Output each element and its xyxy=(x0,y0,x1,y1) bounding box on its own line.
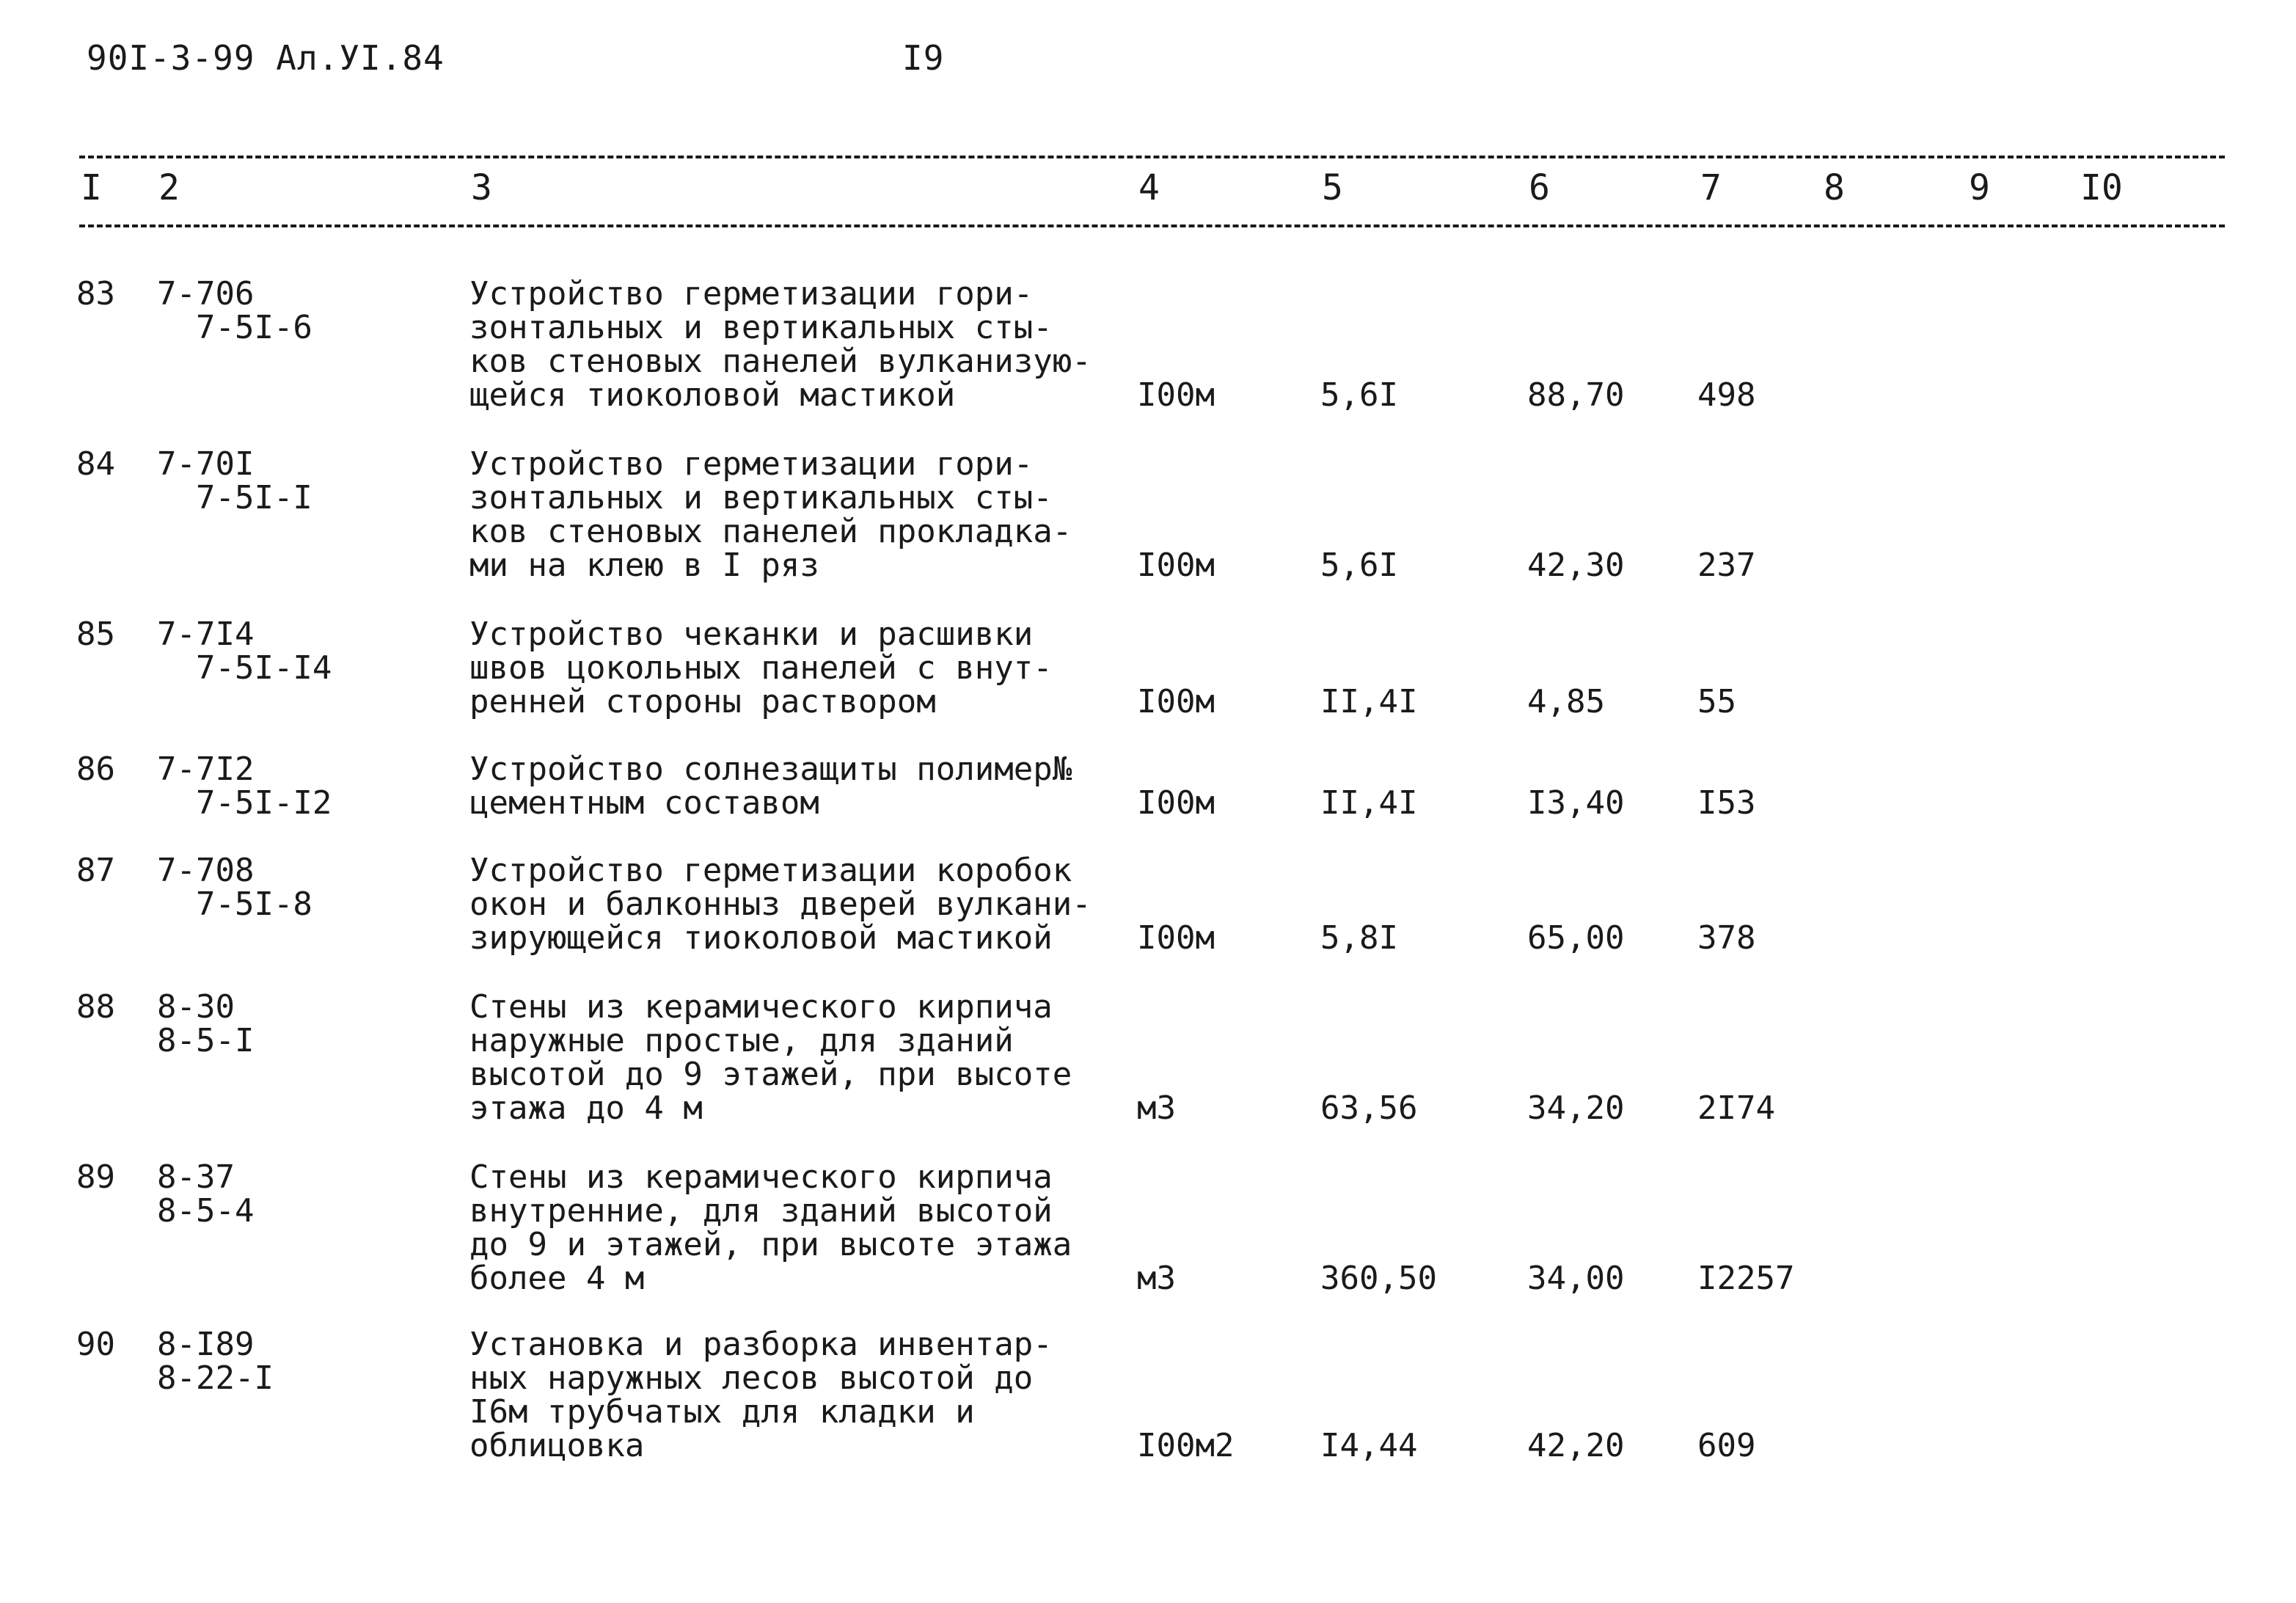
unit: м3 xyxy=(1137,1260,1176,1297)
unit: I00м xyxy=(1137,919,1215,957)
unit-price: 34,20 xyxy=(1527,1089,1625,1127)
total-cost: 609 xyxy=(1697,1427,1756,1464)
quantity: 63,56 xyxy=(1320,1089,1418,1127)
work-description: Устройство чеканки и расшивки швов цокольных панелей с внут- ренней стороны раствором xyxy=(469,616,1053,720)
rate-code: 8-30 8-5-I xyxy=(157,988,255,1059)
unit-price: 4,85 xyxy=(1527,683,1605,720)
total-cost: 498 xyxy=(1697,376,1756,414)
table-top-rule xyxy=(79,156,2225,158)
column-number: 2 xyxy=(158,167,180,208)
unit: I00м2 xyxy=(1137,1427,1235,1464)
column-number: 6 xyxy=(1529,167,1550,208)
work-description: Стены из керамического кирпича наружные простые, для зданий высотой до 9 этажей, при высоте этажа до 4 м xyxy=(469,988,1072,1127)
rate-code: 8-37 8-5-4 xyxy=(157,1158,255,1230)
unit-price: 42,20 xyxy=(1527,1427,1625,1464)
unit-price: I3,40 xyxy=(1527,784,1625,822)
document-code: 90I-3-99 Ал.УI.84 xyxy=(87,38,445,78)
page-number: I9 xyxy=(902,38,945,78)
work-description: Устройство герметизации гори- зонтальных и вертикальных сты- ков стеновых панелей прокладка- ми на клею в I ряз xyxy=(469,445,1072,584)
unit: I00м xyxy=(1137,376,1215,414)
work-description: Установка и разборка инвентар- ных наружных лесов высотой до I6м трубчатых для кладки и облицовка xyxy=(469,1326,1053,1464)
rate-code: 7-7I2 7-5I-I2 xyxy=(157,751,332,822)
row-number: 83 xyxy=(76,275,115,313)
column-number: 7 xyxy=(1700,167,1722,208)
column-number: 4 xyxy=(1138,167,1160,208)
rate-code: 7-70I 7-5I-I xyxy=(157,445,312,516)
work-description: Устройство солнезащиты полимер№ цементным составом xyxy=(469,751,1072,822)
column-number: 3 xyxy=(471,167,492,208)
unit-price: 42,30 xyxy=(1527,547,1625,584)
unit-price: 34,00 xyxy=(1527,1260,1625,1297)
quantity: II,4I xyxy=(1320,784,1418,822)
rate-code: 7-708 7-5I-8 xyxy=(157,852,312,923)
unit-price: 88,70 xyxy=(1527,376,1625,414)
row-number: 84 xyxy=(76,445,115,483)
row-number: 87 xyxy=(76,852,115,889)
row-number: 88 xyxy=(76,988,115,1026)
rate-code: 7-7I4 7-5I-I4 xyxy=(157,616,332,687)
total-cost: I2257 xyxy=(1697,1260,1795,1297)
column-number: I xyxy=(81,167,102,208)
unit: I00м xyxy=(1137,683,1215,720)
column-number: 9 xyxy=(1969,167,1990,208)
column-number: 5 xyxy=(1322,167,1343,208)
row-number: 90 xyxy=(76,1326,115,1363)
total-cost: 378 xyxy=(1697,919,1756,957)
row-number: 85 xyxy=(76,616,115,653)
unit: I00м xyxy=(1137,547,1215,584)
quantity: 5,6I xyxy=(1320,376,1398,414)
rate-code: 7-706 7-5I-6 xyxy=(157,275,312,346)
table-header-rule xyxy=(79,224,2225,227)
work-description: Устройство герметизации коробок окон и балконныз дверей вулкани- зирующейся тиоколовой мастикой xyxy=(469,852,1092,957)
total-cost: 55 xyxy=(1697,683,1736,720)
quantity: 360,50 xyxy=(1320,1260,1437,1297)
unit-price: 65,00 xyxy=(1527,919,1625,957)
unit: м3 xyxy=(1137,1089,1176,1127)
column-number: 8 xyxy=(1824,167,1845,208)
work-description: Стены из керамического кирпича внутренние, для зданий высотой до 9 и этажей, при высоте этажа более 4 м xyxy=(469,1158,1072,1297)
quantity: I4,44 xyxy=(1320,1427,1418,1464)
quantity: II,4I xyxy=(1320,683,1418,720)
quantity: 5,6I xyxy=(1320,547,1398,584)
column-number: I0 xyxy=(2080,167,2123,208)
row-number: 86 xyxy=(76,751,115,788)
total-cost: 237 xyxy=(1697,547,1756,584)
quantity: 5,8I xyxy=(1320,919,1398,957)
rate-code: 8-I89 8-22-I xyxy=(157,1326,274,1397)
work-description: Устройство герметизации гори- зонтальных и вертикальных сты- ков стеновых панелей вулканизую- щейся тиоколовой мастикой xyxy=(469,275,1092,414)
total-cost: 2I74 xyxy=(1697,1089,1775,1127)
row-number: 89 xyxy=(76,1158,115,1196)
unit: I00м xyxy=(1137,784,1215,822)
total-cost: I53 xyxy=(1697,784,1756,822)
